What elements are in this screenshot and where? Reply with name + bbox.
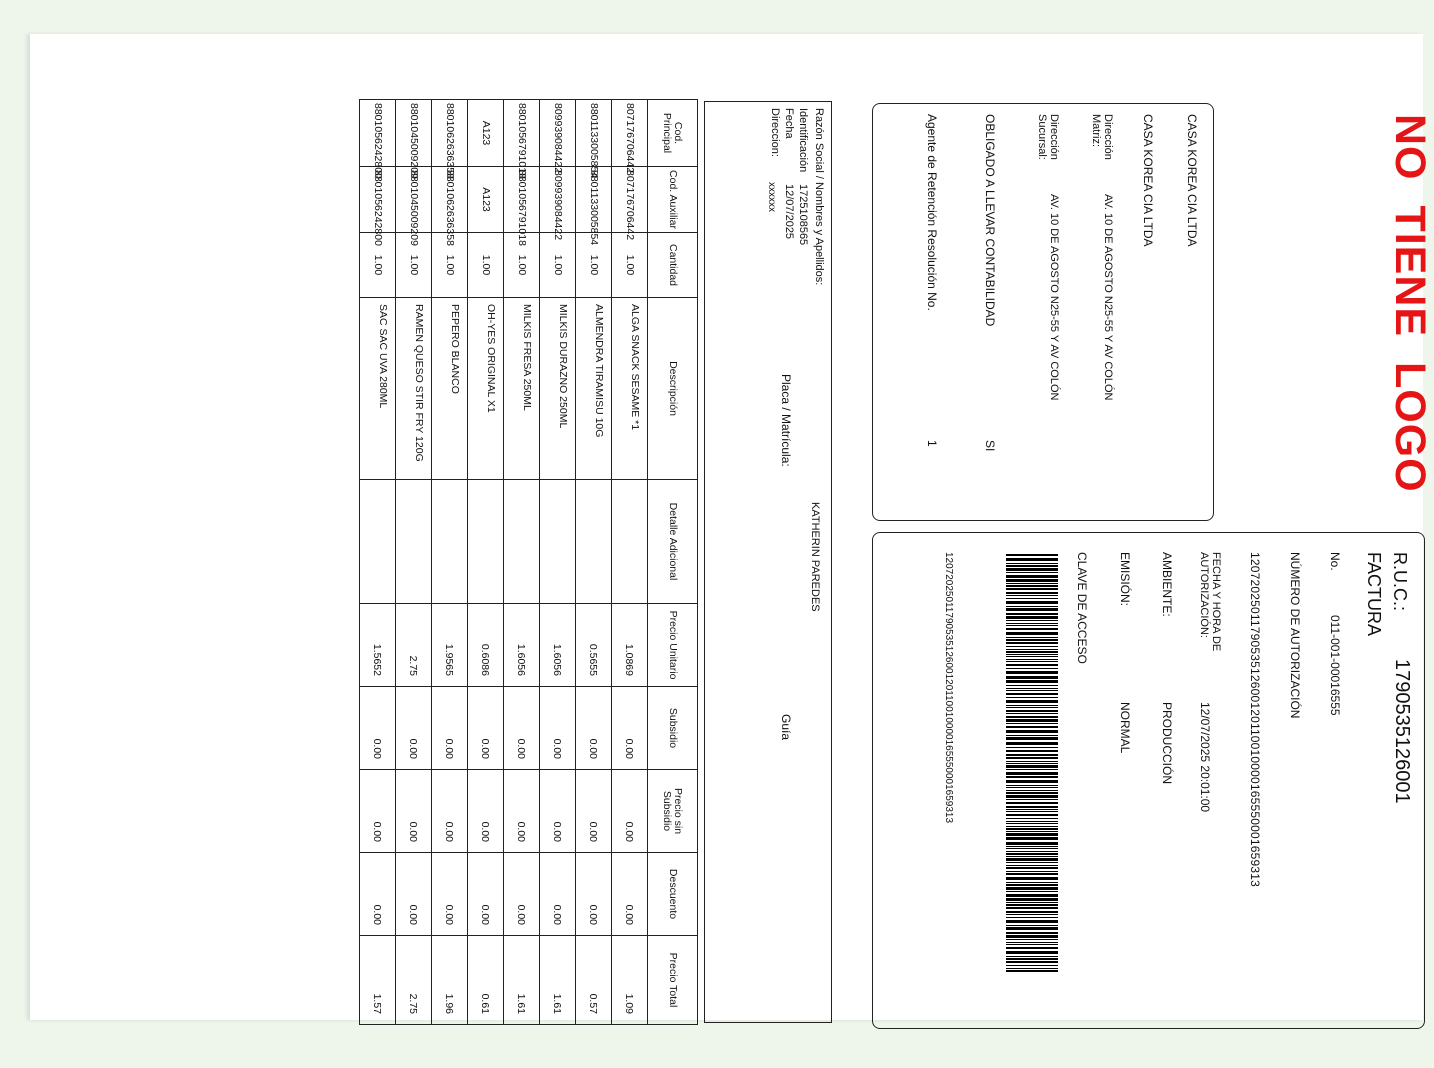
header-descripcion: Descripción: [648, 298, 698, 480]
barcode-bar: [1006, 700, 1058, 703]
cell-cod-auxiliar: A123: [468, 167, 504, 233]
barcode-bar: [1006, 858, 1058, 861]
items-table: [359, 99, 698, 1025]
cell-cod-principal: 8801056242800: [360, 100, 396, 167]
barcode-bar: [1006, 676, 1058, 679]
table-row: [468, 100, 504, 1025]
cell-cantidad: 1.00: [360, 233, 396, 298]
barcode-bar: [1006, 690, 1058, 691]
barcode-bar: [1006, 649, 1058, 650]
cell-subsidio: 0.00: [360, 687, 396, 770]
cell-descuento: 0.00: [432, 853, 468, 936]
cell-detalle-adicional: [612, 480, 648, 604]
cell-detalle-adicional: [396, 480, 432, 604]
invoice-no-label: No.: [1328, 552, 1342, 571]
cell-cod-principal: 807176706442: [612, 100, 648, 167]
header-cod-auxiliar: Cod. Auxiliar: [648, 167, 698, 233]
issuer-trade-name: CASA KOREA CIA LTDA: [1141, 114, 1155, 247]
barcode-bar: [1006, 828, 1058, 830]
barcode-bar: [1006, 877, 1058, 880]
barcode-bar: [1006, 935, 1058, 938]
cell-precio-total: 1.57: [360, 936, 396, 1025]
direccion-value: xxxxxx: [766, 182, 777, 212]
access-key-text: 1207202501179053512600120110010000165550001659313: [943, 552, 954, 824]
barcode-bar: [1006, 688, 1058, 689]
barcode-bar: [1006, 821, 1058, 822]
placa-label: Placa / Matrícula:: [779, 374, 793, 467]
barcode-bar: [1006, 710, 1058, 712]
barcode-bar: [1006, 713, 1058, 714]
barcode-bar: [1006, 851, 1058, 852]
barcode-bar: [1006, 592, 1058, 594]
cell-descripcion: SAC SAC UVA 280ML: [360, 298, 396, 480]
barcode-bar: [1006, 668, 1058, 669]
barcode-bar: [1006, 833, 1058, 836]
barcode-bar: [1006, 965, 1058, 966]
barcode-bar: [1006, 968, 1058, 969]
header-precio-unitario: Precio Unitario: [648, 604, 698, 687]
cell-subsidio: 0.00: [540, 687, 576, 770]
fecha-label: Fecha: [783, 108, 795, 139]
barcode-bar: [1006, 873, 1058, 875]
barcode-bar: [1006, 761, 1058, 762]
emision-value: NORMAL: [1118, 702, 1132, 754]
barcode-bar: [1006, 806, 1058, 808]
cell-cod-auxiliar: 807176706442: [612, 167, 648, 233]
barcode-bar: [1006, 637, 1058, 638]
cell-subsidio: 0.00: [432, 687, 468, 770]
cell-precio-total: 1.96: [432, 936, 468, 1025]
fecha-value: 12/07/2025: [783, 184, 795, 240]
cell-precio-total: 0.57: [576, 936, 612, 1025]
buyer-box: [704, 101, 832, 1023]
cell-descuento: 0.00: [504, 853, 540, 936]
barcode-bar: [1006, 579, 1058, 582]
cell-subsidio: 0.00: [612, 687, 648, 770]
barcode-bar: [1006, 865, 1058, 866]
barcode-bar: [1006, 944, 1058, 945]
barcode-bar: [1006, 811, 1058, 812]
barcode-bar: [1006, 837, 1058, 840]
issuer-box: [872, 103, 1214, 521]
barcode-bar: [1006, 719, 1058, 722]
barcode-bar: [1006, 904, 1058, 906]
barcode-bar: [1006, 862, 1058, 863]
barcode-bar: [1006, 616, 1058, 619]
header-precio-total: Precio Total: [648, 936, 698, 1025]
cell-detalle-adicional: [360, 480, 396, 604]
ambiente-label: AMBIENTE:: [1160, 552, 1174, 617]
barcode-bar: [1006, 956, 1058, 957]
contabilidad-label: OBLIGADO A LLEVAR CONTABILIDAD: [983, 114, 997, 327]
cell-descripcion: MILKIS DURAZNO 250ML: [540, 298, 576, 480]
cell-descripcion: MILKIS FRESA 250ML: [504, 298, 540, 480]
barcode-bar: [1006, 790, 1058, 791]
table-row: [432, 100, 468, 1025]
razon-social-label: Razón Social / Nombres y Apellidos:: [813, 108, 825, 286]
cell-cod-auxiliar: 8801045009209: [396, 167, 432, 233]
barcode-bar: [1006, 763, 1058, 764]
cell-descripcion: ALMENDRA TIRAMISU 10G: [576, 298, 612, 480]
direccion-label: Direccion:: [769, 108, 781, 157]
barcode-bar: [1006, 902, 1058, 903]
cell-cantidad: 1.00: [468, 233, 504, 298]
barcode-bar: [1006, 802, 1058, 804]
barcode-bar: [1006, 776, 1058, 778]
barcode-bar: [1006, 814, 1058, 816]
barcode-bar: [1006, 613, 1058, 615]
table-header-row: [648, 100, 698, 1025]
auth-number-label: NÚMERO DE AUTORIZACIÓN: [1288, 552, 1302, 719]
barcode-bar: [1006, 595, 1058, 596]
cell-descuento: 0.00: [612, 853, 648, 936]
barcode-bar: [1006, 887, 1058, 890]
barcode-bar: [1006, 818, 1058, 819]
barcode-bar: [1006, 780, 1058, 783]
barcode-bar: [1006, 787, 1058, 788]
barcode-bar: [1006, 853, 1058, 855]
cell-cantidad: 1.00: [540, 233, 576, 298]
barcode-bar: [1006, 925, 1058, 926]
barcode-bar: [1006, 826, 1058, 827]
barcode-bar: [1006, 730, 1058, 733]
barcode-bar: [1006, 891, 1058, 892]
barcode-bar: [1006, 623, 1058, 624]
cell-cantidad: 1.00: [576, 233, 612, 298]
barcode-bar: [1006, 846, 1058, 847]
dir-sucursal-label: Dirección Sucursal:: [1036, 114, 1060, 160]
barcode-bar: [1006, 898, 1058, 901]
barcode-bar: [1006, 742, 1058, 745]
auth-number: 1207202501179053512600120110010000165550001659313: [1248, 552, 1262, 888]
barcode-bar: [1006, 646, 1058, 647]
ruc-label: R.U.C.:: [1390, 552, 1410, 612]
cell-cantidad: 1.00: [504, 233, 540, 298]
cell-precio-unitario: 1.9565: [432, 604, 468, 687]
header-cod-principal: Cod. Principal: [648, 100, 698, 167]
barcode-bar: [1006, 958, 1058, 960]
barcode-bar: [1006, 558, 1058, 561]
table-row: [504, 100, 540, 1025]
barcode-bar: [1006, 792, 1058, 794]
barcode-bar: [1006, 705, 1058, 706]
cell-precio-total: 1.61: [540, 936, 576, 1025]
barcode-bar: [1006, 932, 1058, 934]
cell-precio-unitario: 1.6056: [504, 604, 540, 687]
barcode-bar: [1006, 601, 1058, 604]
barcode-bar: [1006, 726, 1058, 728]
barcode-bar: [1006, 848, 1058, 849]
barcode-bar: [1006, 823, 1058, 824]
cell-cod-auxiliar: 8801056791018: [504, 167, 540, 233]
barcode-bar: [1006, 907, 1058, 909]
barcode-bar: [1006, 608, 1058, 611]
barcode-bar: [1006, 685, 1058, 686]
table-row: [396, 100, 432, 1025]
cell-precio-unitario: 1.0869: [612, 604, 648, 687]
barcode-bar: [1006, 750, 1058, 752]
barcode-bar: [1006, 642, 1058, 644]
cell-detalle-adicional: [468, 480, 504, 604]
cell-subsidio: 0.00: [576, 687, 612, 770]
cell-detalle-adicional: [576, 480, 612, 604]
barcode-bar: [1006, 598, 1058, 599]
barcode-bar: [1006, 651, 1058, 653]
cell-descripcion: RAMEN QUESO STIR FRY 120G: [396, 298, 432, 480]
barcode-bar: [1006, 765, 1058, 768]
cell-precio-sin-subsidio: 0.00: [360, 770, 396, 853]
barcode-bar: [1006, 842, 1058, 845]
issuer-name: CASA KOREA CIA LTDA: [1185, 114, 1199, 247]
barcode-bar: [1006, 661, 1058, 662]
barcode-bar: [1006, 951, 1058, 954]
cell-cod-auxiliar: 8801056242800: [360, 167, 396, 233]
contabilidad-value: SI: [983, 440, 997, 452]
header-precio-sin-subsidio: Precio sin Subsidio: [648, 770, 698, 853]
barcode-bar: [1006, 939, 1058, 940]
barcode-bar: [1006, 554, 1058, 556]
barcode-bar: [1006, 754, 1058, 756]
header-subsidio: Subsidio: [648, 687, 698, 770]
cell-cod-auxiliar: 8801133005854: [576, 167, 612, 233]
cell-precio-unitario: 0.5655: [576, 604, 612, 687]
barcode-bar: [1006, 583, 1058, 584]
barcode-bar: [1006, 884, 1058, 886]
cell-precio-sin-subsidio: 0.00: [504, 770, 540, 853]
doc-type: FACTURA: [1364, 552, 1384, 637]
barcode-bar: [1006, 961, 1058, 963]
barcode-bar: [1006, 747, 1058, 748]
barcode-bar: [1006, 942, 1058, 943]
retencion-label: Agente de Retención Resolución No.: [925, 114, 939, 311]
barcode-bar: [1006, 970, 1058, 972]
logo-placeholder: NO TIENE LOGO: [1386, 114, 1434, 493]
cell-cod-auxiliar: 809939084422: [540, 167, 576, 233]
clave-label: CLAVE DE ACCESO: [1075, 552, 1089, 664]
barcode-bar: [1006, 882, 1058, 883]
barcode-bar: [1006, 568, 1058, 571]
barcode-bar: [1006, 707, 1058, 708]
barcode-bar: [1006, 620, 1058, 621]
header-detalle-adicional: Detalle Adicional: [648, 480, 698, 604]
cell-descripcion: PEPERO BLANCO: [432, 298, 468, 480]
barcode-bar: [1006, 693, 1058, 695]
rotated-invoice: [304, 94, 1434, 1034]
barcode-bar: [1006, 856, 1058, 857]
barcode-bar: [1006, 697, 1058, 698]
auth-date-value: 12/07/2025 20:01:00: [1198, 702, 1212, 813]
ruc-value: 1790535126001: [1391, 659, 1413, 804]
barcode-bar: [1006, 716, 1058, 718]
cell-descuento: 0.00: [468, 853, 504, 936]
cell-precio-sin-subsidio: 0.00: [468, 770, 504, 853]
table-row: [360, 100, 396, 1025]
barcode-bar: [1006, 795, 1058, 798]
cell-precio-sin-subsidio: 0.00: [612, 770, 648, 853]
identificacion-label: Identificación: [797, 108, 809, 173]
emision-label: EMISIÓN:: [1118, 552, 1132, 607]
identificacion-value: 1725108565: [797, 184, 809, 246]
cell-precio-total: 0.61: [468, 936, 504, 1025]
barcode-bar: [1006, 625, 1058, 626]
barcode-bar: [1006, 628, 1058, 630]
barcode-bar: [1006, 671, 1058, 674]
razon-social-value: KATHERIN PAREDES: [809, 502, 821, 612]
barcode-bar: [1006, 585, 1058, 587]
dir-matriz-value: AV. 10 DE AGOSTO N25-55 Y AV COLÓN: [1102, 194, 1114, 401]
barcode-bar: [1006, 911, 1058, 913]
barcode-bar: [1006, 914, 1058, 915]
cell-detalle-adicional: [432, 480, 468, 604]
cell-cod-principal: 809939084422: [540, 100, 576, 167]
barcode-bar: [1006, 917, 1058, 918]
barcode-bar: [1006, 894, 1058, 897]
header-descuento: Descuento: [648, 853, 698, 936]
cell-detalle-adicional: [504, 480, 540, 604]
cell-cod-principal: 8801133005854: [576, 100, 612, 167]
cell-cod-principal: 8801062636358: [432, 100, 468, 167]
barcode-bar: [1006, 735, 1058, 736]
cell-cod-principal: A123: [468, 100, 504, 167]
cell-cantidad: 1.00: [396, 233, 432, 298]
table-row: [576, 100, 612, 1025]
guia-label: Guía: [779, 714, 793, 741]
cell-precio-sin-subsidio: 0.00: [396, 770, 432, 853]
cell-descuento: 0.00: [540, 853, 576, 936]
dir-matriz-label: Dirección Matriz:: [1090, 114, 1114, 160]
retencion-value: 1: [925, 440, 939, 447]
barcode-bar: [1006, 664, 1058, 666]
invoice-page: [30, 34, 1434, 1020]
barcode-bar: [1006, 785, 1058, 786]
barcode-bar: [1006, 723, 1058, 724]
cell-precio-sin-subsidio: 0.00: [576, 770, 612, 853]
barcode-bar: [1006, 654, 1058, 655]
header-cantidad: Cantidad: [648, 233, 698, 298]
cell-cantidad: 1.00: [432, 233, 468, 298]
barcode-bar: [1006, 809, 1058, 810]
cell-descuento: 0.00: [360, 853, 396, 936]
cell-cod-principal: 8801045009209: [396, 100, 432, 167]
cell-precio-total: 2.75: [396, 936, 432, 1025]
cell-precio-unitario: 0.6086: [468, 604, 504, 687]
auth-date-label: FECHA Y HORA DE AUTORIZACIÓN:: [1198, 552, 1222, 652]
cell-precio-sin-subsidio: 0.00: [432, 770, 468, 853]
barcode-bar: [1006, 772, 1058, 775]
cell-subsidio: 0.00: [396, 687, 432, 770]
table-row: [540, 100, 576, 1025]
cell-descuento: 0.00: [396, 853, 432, 936]
barcode-bar: [1006, 927, 1058, 930]
barcode-bar: [1006, 769, 1058, 770]
barcode-bar: [1006, 575, 1058, 578]
cell-precio-unitario: 1.5652: [360, 604, 396, 687]
barcode-bar: [1006, 680, 1058, 683]
cell-detalle-adicional: [540, 480, 576, 604]
cell-cod-principal: 8801056791018: [504, 100, 540, 167]
table-row: [612, 100, 648, 1025]
barcode-bar: [1006, 639, 1058, 641]
barcode-bar: [1006, 831, 1058, 832]
cell-descripcion: OH-YES ORIGINAL X1: [468, 298, 504, 480]
dir-sucursal-value: AV. 10 DE AGOSTO N25-55 Y AV COLÓN: [1048, 194, 1060, 401]
barcode-bar: [1006, 632, 1058, 635]
barcode-bar: [1006, 659, 1058, 660]
barcode-bar: [1006, 757, 1058, 759]
barcode-bar: [1006, 572, 1058, 573]
cell-precio-total: 1.61: [504, 936, 540, 1025]
cell-precio-unitario: 2.75: [396, 604, 432, 687]
ambiente-value: PRODUCCIÓN: [1160, 702, 1174, 785]
barcode-bar: [1006, 737, 1058, 740]
barcode-bar: [1006, 656, 1058, 657]
barcode-bar: [1006, 947, 1058, 949]
invoice-number: 011-001-00016555: [1328, 615, 1342, 716]
cell-descripcion: ALGA SNACK SESAME *1: [612, 298, 648, 480]
barcode-bar: [1006, 563, 1058, 564]
barcode-image: [1006, 554, 1058, 974]
barcode-bar: [1006, 920, 1058, 923]
cell-precio-unitario: 1.6056: [540, 604, 576, 687]
cell-subsidio: 0.00: [468, 687, 504, 770]
barcode-bar: [1006, 867, 1058, 869]
barcode-bar: [1006, 799, 1058, 800]
cell-descuento: 0.00: [576, 853, 612, 936]
barcode-bar: [1006, 565, 1058, 567]
cell-cantidad: 1.00: [612, 233, 648, 298]
cell-precio-total: 1.09: [612, 936, 648, 1025]
cell-precio-sin-subsidio: 0.00: [540, 770, 576, 853]
invoice-box: [872, 532, 1425, 1029]
barcode-bar: [1006, 588, 1058, 590]
barcode-bar: [1006, 871, 1058, 872]
cell-subsidio: 0.00: [504, 687, 540, 770]
cell-cod-auxiliar: 8801062636358: [432, 167, 468, 233]
barcode-bar: [1006, 606, 1058, 607]
